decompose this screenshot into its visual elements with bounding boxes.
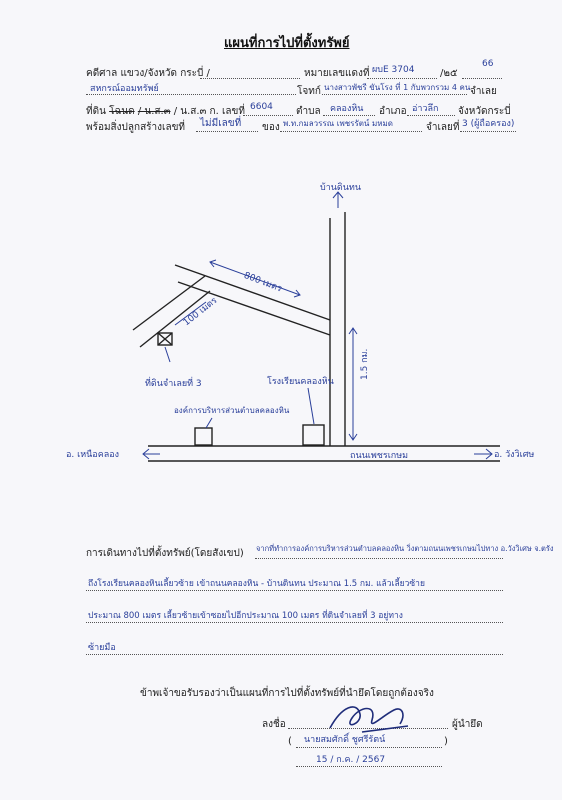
land-label: ที่ดิน โฉนด / น.ส.๓ / น.ส.๓ ก. เลขที่ xyxy=(86,106,245,117)
black-no-year-sep: /๒๕ xyxy=(440,68,458,79)
west-label: อ. เหนือคลอง xyxy=(66,450,120,460)
defendant-no-label: จำเลยที่ xyxy=(426,122,460,133)
black-no-value: ผบE 3704 xyxy=(372,65,415,75)
owner-value: พ.ท.กมลวรรณ เพชรรัตน์ มหมด xyxy=(283,119,393,128)
dist-1-5-label: 1.5 กม. xyxy=(360,348,370,380)
district-label: อำเภอ xyxy=(379,106,407,117)
defendant-suffix: จำเลย xyxy=(470,86,497,97)
property-label: ที่ดินจำเลยที่ 3 xyxy=(145,379,202,389)
directions-line4: ซ้ายมือ xyxy=(88,643,116,653)
province-label: จังหวัดกระบี่ xyxy=(458,106,511,117)
name-paren-close: ) xyxy=(444,736,448,747)
dist-100-label: 100 เมตร xyxy=(181,295,220,329)
page-title: แผนที่การไปที่ตั้งทรัพย์ xyxy=(224,36,350,51)
school-label: โรงเรียนคลองหิน xyxy=(267,377,334,387)
plaintiff-label: โจทก์ xyxy=(297,86,321,97)
office-label: องค์การบริหารส่วนตำบลคลองหิน xyxy=(174,406,290,415)
subdistrict-value: คลองหิน xyxy=(330,104,364,114)
directions-line1: จากที่ทำการองค์การบริหารส่วนตำบลคลองหิน วิ่งตามถนนเพชรเกษมไปทาง อ.วังวิเศษ จ.ตรัง xyxy=(256,544,554,553)
sign-label: ลงชื่อ xyxy=(262,719,286,730)
signer-name: นายสมศักดิ์ ชูศรีรัตน์ xyxy=(304,735,386,745)
black-no-year: 66 xyxy=(482,59,494,69)
district-value: อ่าวลึก xyxy=(412,104,439,114)
road-label: ถนนเพชรเกษม xyxy=(350,451,409,461)
defendant-no-value: 3 (ผู้ถือครอง) xyxy=(462,119,515,129)
case-label: คดีศาล แขวง/จังหวัด กระบี่ / xyxy=(86,68,210,79)
east-label: อ. วังวิเศษ xyxy=(494,450,535,460)
case-value: สหกรณ์ออมทรัพย์ xyxy=(90,84,159,94)
building-label: พร้อมสิ่งปลูกสร้างเลขที่ xyxy=(86,122,186,133)
directions-label: การเดินทางไปที่ตั้งทรัพย์(โดยสังเขป) xyxy=(86,548,244,559)
certification-text: ข้าพเจ้าขอรับรองว่าเป็นแผนที่การไปที่ตั้งทรัพย์ที่นำยึดโดยถูกต้องจริง xyxy=(140,688,434,699)
directions-line2: ถึงโรงเรียนคลองหินเลี้ยวซ้าย เข้าถนนคลองหิน - บ้านดินทน ประมาณ 1.5 กม. แล้วเลี้ยวซ้าย xyxy=(88,579,425,589)
subdistrict-label: ตำบล xyxy=(296,106,321,117)
name-paren-open: ( xyxy=(288,736,292,747)
north-label: บ้านดินทน xyxy=(320,183,362,193)
directions-line3: ประมาณ 800 เมตร เลี้ยวซ้ายเข้าซอยไปอีกประมาณ 100 เมตร ที่ดินจำเลยที่ 3 อยู่ทาง xyxy=(88,611,403,621)
owner-label: ของ xyxy=(262,122,280,133)
sign-date: 15 / ก.ค. / 2567 xyxy=(316,755,386,765)
plaintiff-value: นางสาวพัชรี ขันโรง ที่ 1 กับพวกรวม 4 คน xyxy=(324,83,471,92)
land-no: 6604 xyxy=(250,102,273,112)
dist-800-label: 800 เมตร xyxy=(242,270,284,295)
building-value: ไม่มีเลขที่ xyxy=(200,118,242,129)
sign-role: ผู้นำยึด xyxy=(452,719,483,730)
black-no-label: หมายเลขแดงที่ xyxy=(304,68,370,79)
